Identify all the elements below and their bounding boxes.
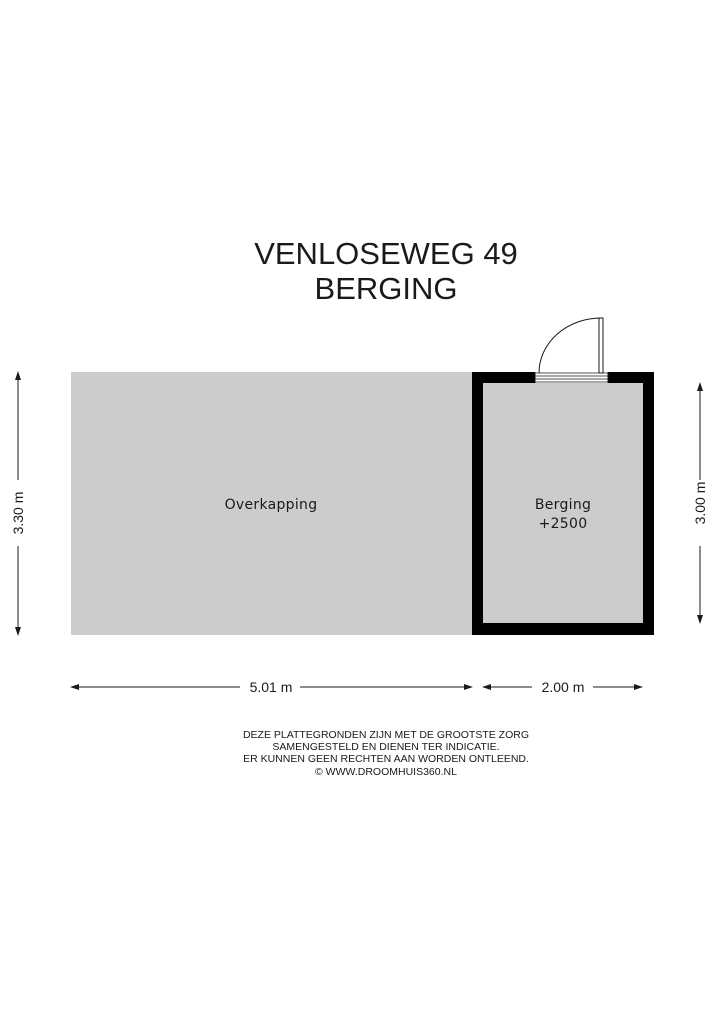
dimension-overkapping-depth (10, 371, 26, 636)
berging-label: Berging (534, 497, 592, 513)
dimension-overkapping-depth-label: 3.30 m (10, 491, 26, 535)
dimension-overkapping-width (70, 679, 473, 695)
disclaimer-line: ER KUNNEN GEEN RECHTEN AAN WORDEN ONTLEEND. (243, 753, 529, 765)
dimension-berging-width (482, 679, 643, 695)
disclaimer-line: SAMENGESTELD EN DIENEN TER INDICATIE. (272, 741, 500, 753)
plan-title-room: BERGING (314, 271, 458, 306)
berging-wall-top-left (472, 372, 535, 383)
plan-title-address: VENLOSEWEG 49 (254, 236, 518, 271)
dimension-berging-depth (692, 382, 708, 624)
berging-wall-left (472, 372, 483, 635)
berging-level: +2500 (538, 516, 588, 532)
door-swing-arc (539, 318, 601, 373)
disclaimer-line: DEZE PLATTEGRONDEN ZIJN MET DE GROOTSTE ZORG (242, 729, 530, 741)
dimension-overkapping-width-label: 5.01 m (249, 679, 293, 695)
door (535, 318, 608, 383)
berging-wall-bottom (472, 623, 654, 635)
overkapping-label: Overkapping (224, 497, 318, 513)
disclaimer (243, 729, 529, 778)
berging-wall-right (643, 372, 654, 635)
dimension-berging-depth-label: 3.00 m (692, 481, 708, 525)
door-leaf (599, 318, 603, 373)
berging-wall-top-right (608, 372, 654, 383)
dimension-berging-width-label: 2.00 m (541, 679, 585, 695)
disclaimer-copyright: © WWW.DROOMHUIS360.NL (315, 766, 457, 778)
